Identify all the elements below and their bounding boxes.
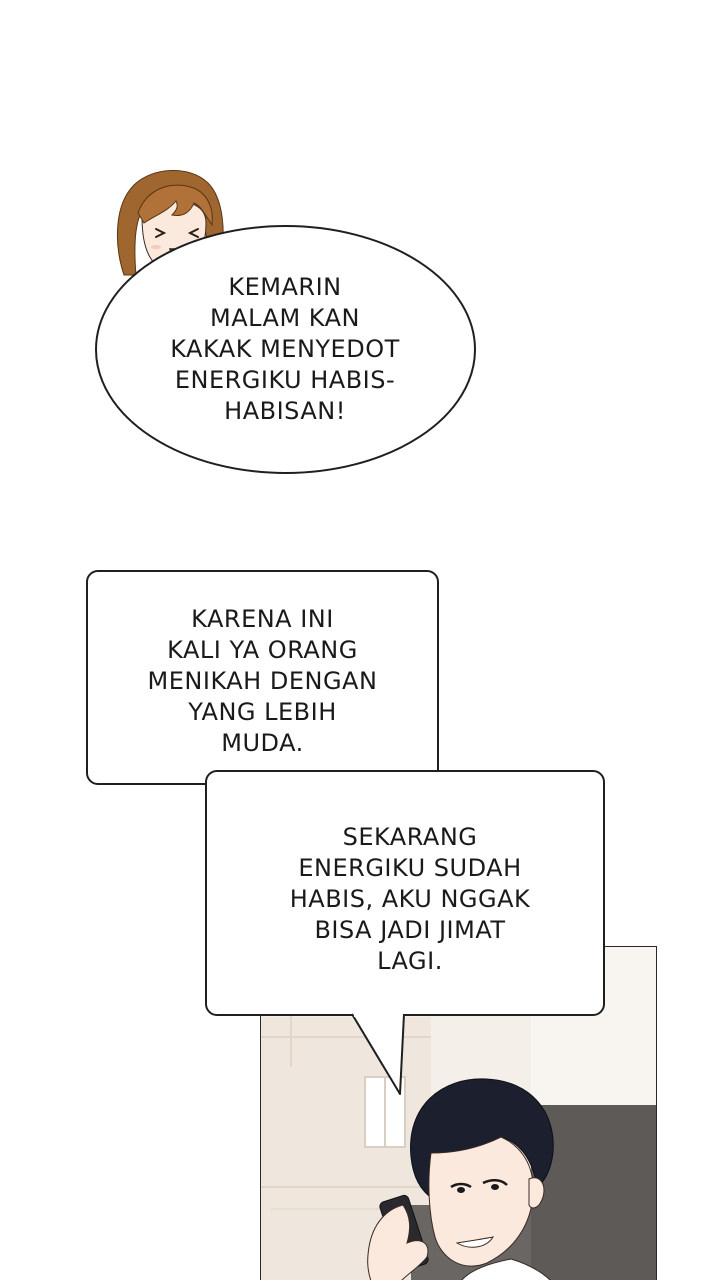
dialogue-text-oval: KEMARIN MALAM KAN KAKAK MENYEDOT ENERGIKU HABIS- HABISAN!: [170, 273, 400, 425]
dialogue-text-rect-lower: SEKARANG ENERGIKU SUDAH HABIS, AKU NGGAK BISA JADI JIMAT LAGI.: [289, 823, 531, 975]
dialogue-text-rect-upper: KARENA INI KALI YA ORANG MENIKAH DENGAN YANG LEBIH MUDA.: [147, 605, 378, 757]
speech-bubble-tail: [350, 1012, 410, 1096]
